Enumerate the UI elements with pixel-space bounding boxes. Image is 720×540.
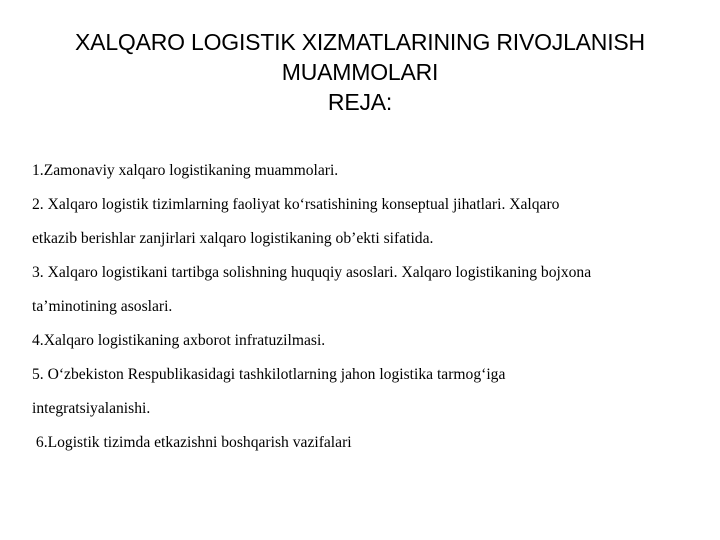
title-line-1: XALQARO LOGISTIK XIZMATLARINING RIVOJLANISH [75, 29, 645, 55]
list-item-line: 4.Xalqaro logistikaning axborot infratuzilmasi. [32, 332, 326, 349]
title-line-2: MUAMMOLARI [281, 59, 439, 85]
list-item-line: 3. Xalqaro logistikani tartibga solishning huquqiy asoslari. Xalqaro logistikaning bojxona [32, 264, 592, 281]
list-item-line: 2. Xalqaro logistik tizimlarning faoliyat ko‘rsatishining konseptual jihatlari. Xalqaro [32, 196, 560, 213]
list-item-line: integratsiyalanishi. [32, 400, 151, 417]
slide-title [40, 27, 680, 117]
list-item-line: 5. O‘zbekiston Respublikasidagi tashkilotlarning jahon logistika tarmog‘iga [32, 366, 506, 383]
list-item [32, 188, 692, 256]
plan-list [32, 154, 692, 460]
list-item-line: ta’minotining asoslari. [32, 298, 173, 315]
subtitle-reja: REJA: [327, 89, 393, 115]
list-item-line: 6.Logistik tizimda etkazishni boshqarish vazifalari [32, 434, 352, 451]
list-item [32, 154, 692, 188]
list-item [32, 426, 692, 460]
list-item [32, 256, 692, 324]
list-item-line: etkazib berishlar zanjirlari xalqaro logistikaning ob’ekti sifatida. [32, 230, 434, 247]
list-item [32, 324, 692, 358]
list-item [32, 358, 692, 426]
list-item-line: 1.Zamonaviy xalqaro logistikaning muammolari. [32, 162, 339, 179]
